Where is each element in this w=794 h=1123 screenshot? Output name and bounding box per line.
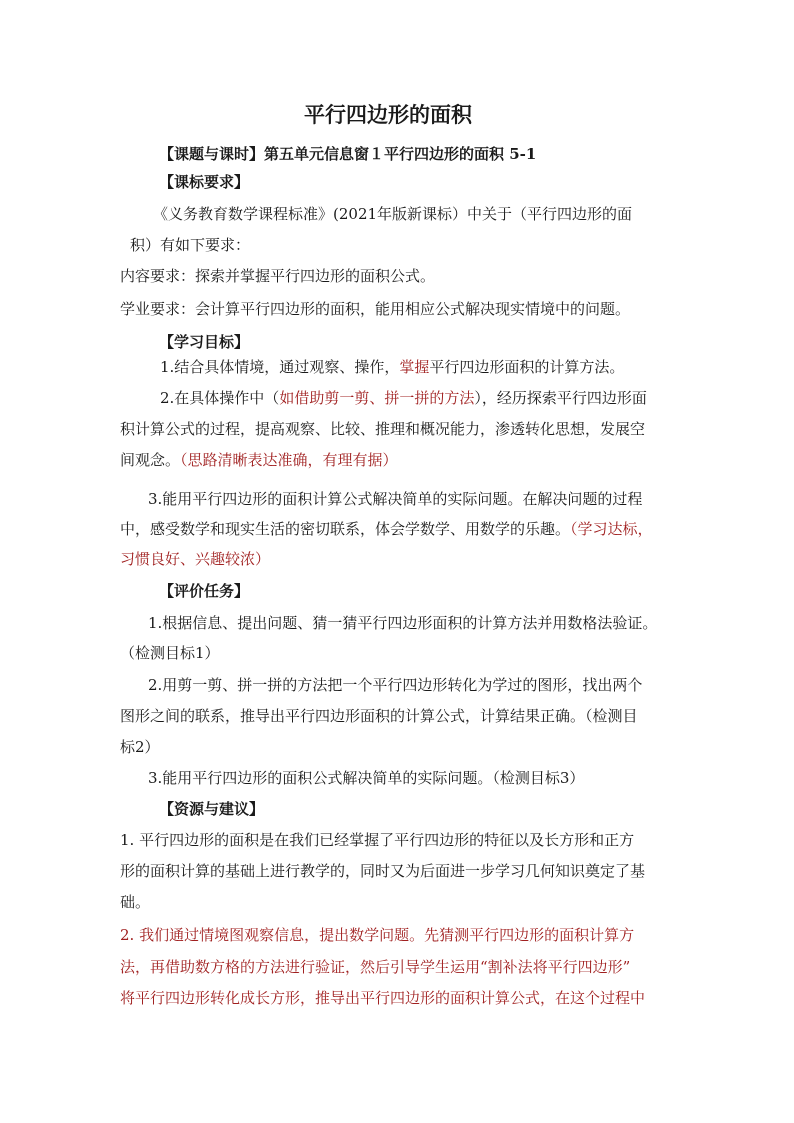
content-requirement: 内容要求：探索并掌握平行四边形的面积公式。	[120, 267, 436, 285]
objective-2-evaluation-note: （思路清晰表达准确，有理有据）	[180, 451, 398, 469]
objective-3-line3: 习惯良好、兴趣较浓）	[120, 550, 271, 568]
objective-2-highlight: 如借助剪一剪、拼一拼的方法	[279, 389, 475, 407]
objective-3-line2-text: 中，感受数学和现实生活的密切联系，体会学数学、用数学的乐趣。	[120, 520, 571, 538]
resource-1-line2: 形的面积计算的基础上进行教学的，同时又为后面进一步学习几何知识奠定了基	[120, 862, 646, 880]
objective-3-line1: 3.能用平行四边形的面积计算公式解决简单的实际问题。在解决问题的过程	[148, 490, 643, 508]
objective-1-text-c: 平行四边形面积的计算方法。	[429, 358, 625, 376]
objective-2-text-a: 2.在具体操作中（	[160, 389, 280, 407]
task-2-line2: 图形之间的联系，推导出平行四边形面积的计算公式，计算结果正确。（检测目	[120, 707, 638, 725]
objective-1-text-a: 1.结合具体情境，通过观察、操作，	[160, 358, 400, 376]
curriculum-intro-line1: 《义务教育数学课程标准》(2021年版新课标）中关于（平行四边形的面	[153, 205, 633, 223]
academic-requirement: 学业要求：会计算平行四边形的面积，能用相应公式解决现实情境中的问题。	[120, 300, 631, 318]
resource-1-line1: 1. 平行四边形的面积是在我们已经掌握了平行四边形的特征以及长方形和正方	[120, 831, 635, 849]
curriculum-intro-line2: 积）有如下要求：	[130, 236, 251, 254]
resource-2-line3: 将平行四边形转化成长方形，推导出平行四边形的面积计算公式，在这个过程中	[120, 989, 646, 1007]
task-1-line1: 1.根据信息、提出问题、猜一猜平行四边形面积的计算方法并用数格法验证。	[148, 614, 658, 632]
resource-1-line3: 础。	[120, 893, 151, 911]
objective-2-text-c: ），经历探索平行四边形面	[474, 389, 647, 407]
task-1-line2: （检测目标1）	[120, 644, 220, 662]
objective-2-line3-text: 间观念。	[120, 451, 181, 469]
resources-heading: 【资源与建议】	[159, 800, 265, 818]
resource-2-line1: 2. 我们通过情境图观察信息，提出数学问题。先猜测平行四边形的面积计算方	[120, 926, 635, 944]
objective-2-line3	[120, 449, 398, 471]
objective-3-line2	[120, 518, 653, 540]
task-3: 3.能用平行四边形的面积公式解决简单的实际问题。（检测目标3）	[148, 769, 585, 787]
resource-2-line2: 法，再借助数方格的方法进行验证，然后引导学生运用“割补法将平行四边形”	[120, 958, 631, 976]
task-2-line3: 标2）	[120, 738, 160, 756]
objective-2-line2: 积计算公式的过程，提高观察、比较、推理和概况能力，渗透转化思想，发展空	[120, 420, 646, 438]
objective-1	[160, 356, 624, 378]
objective-2-line1	[160, 387, 647, 409]
objective-3-evaluation-note: （学习达标，	[570, 520, 653, 538]
objective-1-highlight: 掌握	[399, 358, 430, 376]
tasks-heading: 【评价任务】	[159, 582, 250, 600]
course-line: 【课题与课时】第五单元信息窗１平行四边形的面积 5-1	[159, 145, 537, 163]
objectives-heading: 【学习目标】	[159, 333, 250, 351]
task-2-line1: 2.用剪一剪、拼一拼的方法把一个平行四边形转化为学过的图形，找出两个	[148, 676, 643, 694]
curriculum-heading: 【课标要求】	[159, 173, 250, 191]
page-title: 平行四边形的面积	[304, 103, 472, 127]
